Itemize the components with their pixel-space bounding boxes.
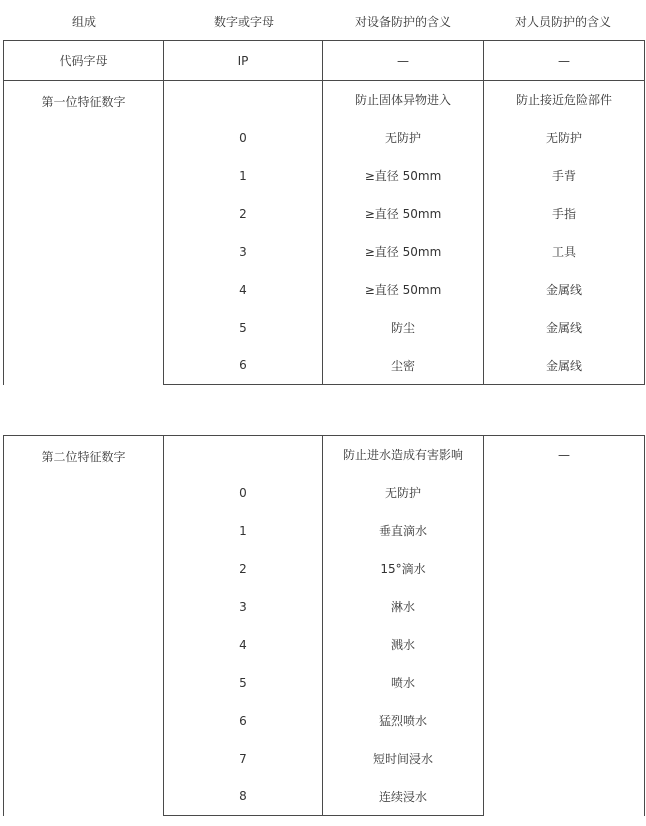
equipment-cell: 喷水: [323, 664, 484, 702]
header-equipment-meaning: 对设备防护的含义: [354, 15, 451, 29]
personnel-cell: 金属线: [484, 271, 645, 309]
second-digit-table: [3, 435, 645, 816]
equipment-cell: 防尘: [323, 309, 484, 347]
equipment-cell: 连续浸水: [323, 778, 484, 816]
first-digit-label: 第一位特征数字: [4, 81, 164, 385]
second-digit-heading-empty: [164, 436, 323, 474]
table-header-row: [3, 0, 643, 40]
first-digit-table: [3, 40, 645, 385]
header-personnel-meaning: 对人员防护的含义: [514, 15, 611, 29]
code-letter-personnel: —: [484, 41, 645, 81]
digit-cell: 4: [164, 271, 323, 309]
personnel-cell: 手背: [484, 157, 645, 195]
equipment-cell: ≥直径 50mm: [323, 157, 484, 195]
digit-cell: 3: [164, 233, 323, 271]
first-digit-heading-empty: [164, 81, 323, 119]
equipment-cell: 猛烈喷水: [323, 702, 484, 740]
code-letter-value: IP: [164, 41, 323, 81]
code-letter-row: [4, 41, 645, 81]
equipment-cell: 无防护: [323, 474, 484, 512]
digit-cell: 5: [164, 664, 323, 702]
header-component: 组成: [71, 15, 96, 29]
digit-cell: 7: [164, 740, 323, 778]
equipment-cell: 短时间浸水: [323, 740, 484, 778]
digit-cell: 0: [164, 474, 323, 512]
digit-cell: 5: [164, 309, 323, 347]
second-digit-label: 第二位特征数字: [4, 436, 164, 816]
second-digit-heading-row: [4, 436, 645, 474]
equipment-cell: 溅水: [323, 626, 484, 664]
header-digit-or-letter: 数字或字母: [213, 15, 274, 29]
equipment-cell: 15°滴水: [323, 550, 484, 588]
equipment-cell: 垂直滴水: [323, 512, 484, 550]
personnel-cell: 手指: [484, 195, 645, 233]
personnel-cell: 无防护: [484, 119, 645, 157]
equipment-cell: 尘密: [323, 347, 484, 385]
equipment-cell: 无防护: [323, 119, 484, 157]
digit-cell: 6: [164, 702, 323, 740]
first-digit-equipment-heading: 防止固体异物进入: [323, 81, 484, 119]
personnel-cell: 金属线: [484, 309, 645, 347]
digit-cell: 3: [164, 588, 323, 626]
personnel-cell: 工具: [484, 233, 645, 271]
digit-cell: 6: [164, 347, 323, 385]
first-digit-heading-row: [4, 81, 645, 119]
second-digit-personnel-heading: —: [484, 436, 645, 816]
digit-cell: 8: [164, 778, 323, 816]
personnel-cell: 金属线: [484, 347, 645, 385]
digit-cell: 2: [164, 550, 323, 588]
first-digit-personnel-heading: 防止接近危险部件: [484, 81, 645, 119]
digit-cell: 1: [164, 157, 323, 195]
equipment-cell: 淋水: [323, 588, 484, 626]
equipment-cell: ≥直径 50mm: [323, 233, 484, 271]
code-letter-label: 代码字母: [4, 41, 164, 81]
digit-cell: 1: [164, 512, 323, 550]
digit-cell: 2: [164, 195, 323, 233]
code-letter-equipment: —: [323, 41, 484, 81]
equipment-cell: ≥直径 50mm: [323, 195, 484, 233]
equipment-cell: ≥直径 50mm: [323, 271, 484, 309]
second-digit-equipment-heading: 防止进水造成有害影响: [323, 436, 484, 474]
digit-cell: 0: [164, 119, 323, 157]
digit-cell: 4: [164, 626, 323, 664]
